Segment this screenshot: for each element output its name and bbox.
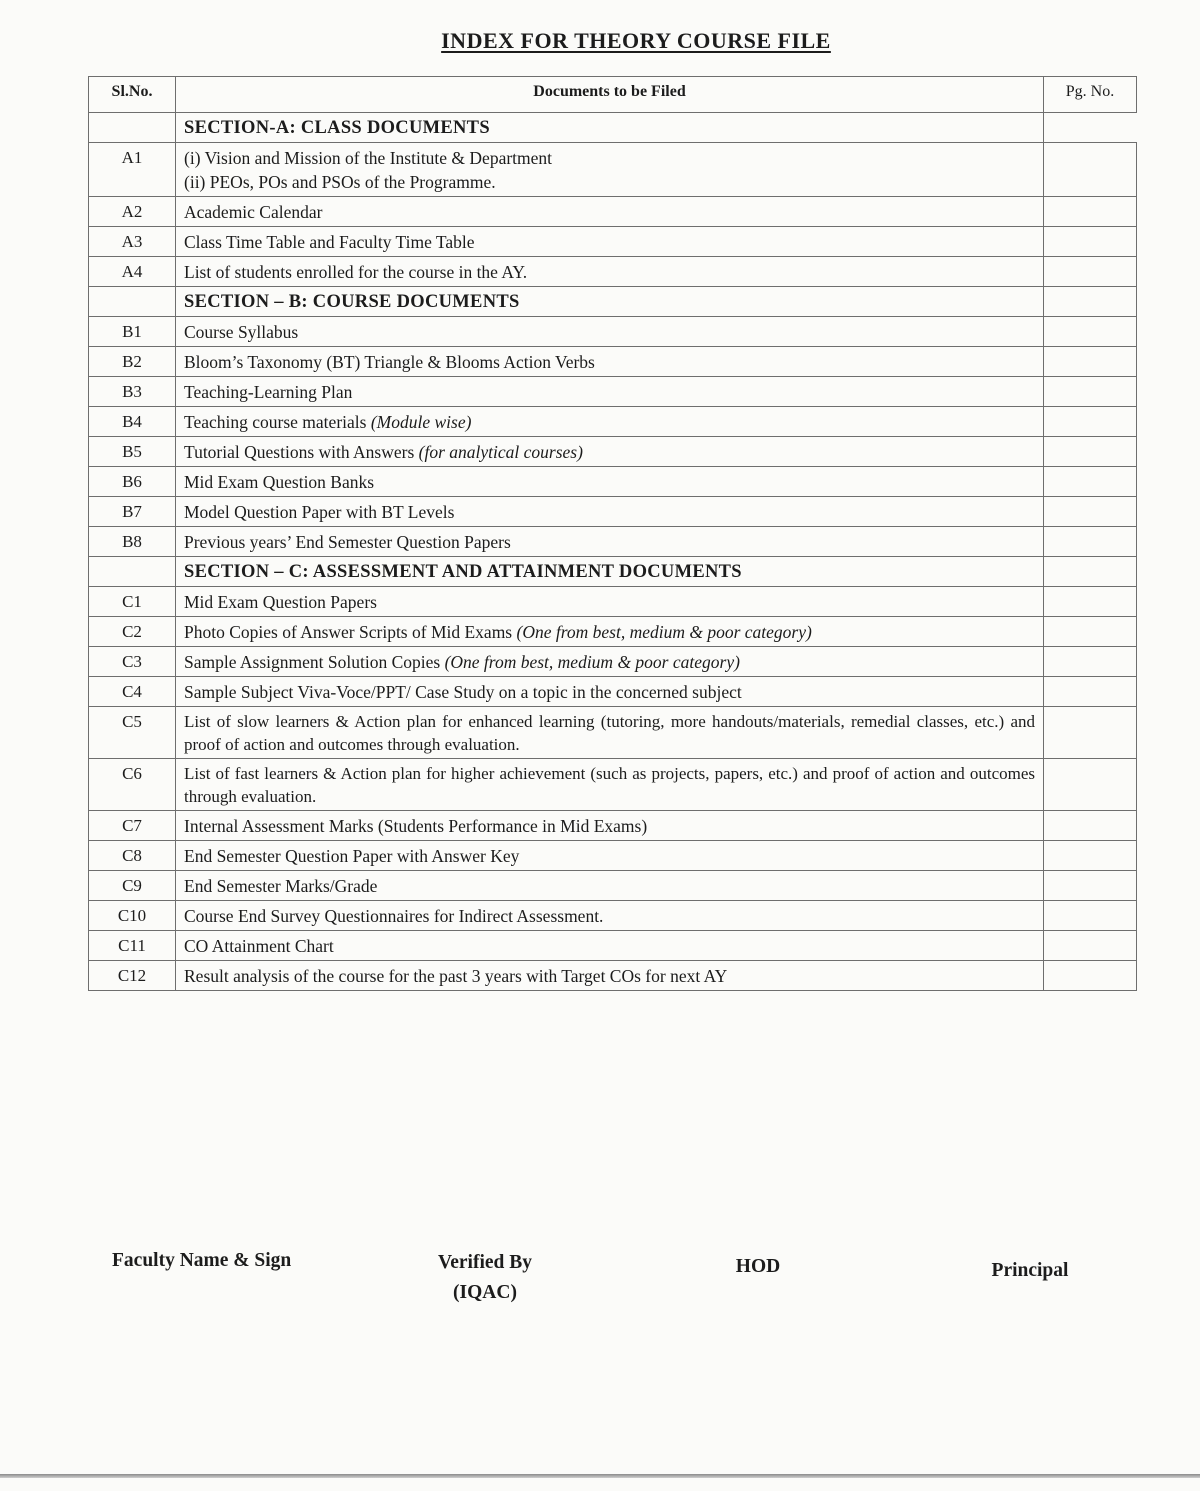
row-page-no (1044, 557, 1137, 587)
row-page-no (1044, 587, 1137, 617)
header-row (89, 77, 1137, 113)
document-text: End Semester Marks/Grade (184, 876, 378, 896)
document-text: Tutorial Questions with Answers (184, 442, 419, 462)
document-text: List of students enrolled for the course in the AY. (184, 262, 528, 282)
table-row (89, 961, 1137, 991)
table-row (89, 647, 1137, 677)
row-page-no (1044, 759, 1137, 811)
document-note: (for analytical courses) (418, 442, 583, 462)
row-document (176, 841, 1044, 871)
row-page-no (1044, 287, 1137, 317)
document-text: Course Syllabus (184, 322, 299, 342)
table-row (89, 871, 1137, 901)
row-sl-no: B5 (89, 437, 176, 467)
row-document (176, 931, 1044, 961)
row-sl-no: C10 (89, 901, 176, 931)
document-text: Sample Assignment Solution Copies (184, 652, 445, 672)
document-text: List of slow learners & Action plan for enhanced learning (tutoring, more handouts/materials, remedial classes, etc.) and proof of action and outcomes through evaluation. (184, 712, 1035, 754)
row-sl-no: B1 (89, 317, 176, 347)
section-row (89, 113, 1137, 143)
header-page-no: Pg. No. (1044, 77, 1137, 113)
row-page-no (1044, 871, 1137, 901)
table-row (89, 617, 1137, 647)
document-text: Result analysis of the course for the past 3 years with Target COs for next AY (184, 966, 728, 986)
row-sl-no: C1 (89, 587, 176, 617)
row-sl-no (89, 287, 176, 317)
table-row (89, 227, 1137, 257)
document-text: (i) Vision and Mission of the Institute & Department (184, 148, 553, 168)
row-page-no (1044, 407, 1137, 437)
row-sl-no: A1 (89, 143, 176, 197)
row-sl-no: C6 (89, 759, 176, 811)
row-page-no (1044, 437, 1137, 467)
document-note: (One from best, medium & poor category) (516, 622, 812, 642)
document-text: End Semester Question Paper with Answer Key (184, 846, 520, 866)
row-page-no (1044, 197, 1137, 227)
table-row (89, 347, 1137, 377)
row-document (176, 407, 1044, 437)
section-heading (176, 113, 1044, 143)
row-page-no (1044, 317, 1137, 347)
row-document (176, 317, 1044, 347)
row-document (176, 707, 1044, 759)
table-row (89, 407, 1137, 437)
document-text: Sample Subject Viva-Voce/PPT/ Case Study on a topic in the concerned subject (184, 682, 742, 702)
row-sl-no: C11 (89, 931, 176, 961)
verified-by-line: Verified By (437, 1252, 533, 1273)
row-sl-no: C9 (89, 871, 176, 901)
faculty-signature-label: Faculty Name & Sign (112, 1250, 292, 1271)
document-text: SECTION – B: COURSE DOCUMENTS (184, 292, 520, 312)
row-document (176, 759, 1044, 811)
document-text: Bloom’s Taxonomy (BT) Triangle & Blooms Action Verbs (184, 352, 595, 372)
row-document (176, 527, 1044, 557)
row-sl-no: B2 (89, 347, 176, 377)
document-text: Course End Survey Questionnaires for Indirect Assessment. (184, 906, 604, 926)
document-text: SECTION-A: CLASS DOCUMENTS (184, 118, 490, 138)
table-row (89, 527, 1137, 557)
header-sl-no: Sl.No. (89, 77, 176, 113)
index-table (88, 76, 1137, 991)
row-page-no (1044, 931, 1137, 961)
document-text: Academic Calendar (184, 202, 323, 222)
row-sl-no: B7 (89, 497, 176, 527)
table-row (89, 811, 1137, 841)
row-page-no (1044, 347, 1137, 377)
row-page-no (1044, 467, 1137, 497)
document-text-line2: (ii) PEOs, POs and PSOs of the Programme. (184, 172, 496, 192)
row-document (176, 143, 1044, 197)
row-document (176, 617, 1044, 647)
table-row (89, 901, 1137, 931)
document-text: Teaching course materials (184, 412, 371, 432)
row-document (176, 227, 1044, 257)
row-page-no (1044, 143, 1137, 197)
bottom-scan-edge (0, 1474, 1200, 1478)
row-sl-no: A2 (89, 197, 176, 227)
document-text: Mid Exam Question Banks (184, 472, 375, 492)
section-row (89, 287, 1137, 317)
row-sl-no: C12 (89, 961, 176, 991)
row-sl-no: C2 (89, 617, 176, 647)
row-sl-no: B6 (89, 467, 176, 497)
row-page-no (1044, 677, 1137, 707)
row-sl-no (89, 113, 176, 143)
principal-label: Principal (991, 1260, 1069, 1281)
verified-by-label (420, 1248, 550, 1308)
row-page-no (1044, 257, 1137, 287)
row-sl-no: C8 (89, 841, 176, 871)
row-sl-no: C3 (89, 647, 176, 677)
row-document (176, 197, 1044, 227)
row-sl-no: B8 (89, 527, 176, 557)
row-document (176, 811, 1044, 841)
row-sl-no: C7 (89, 811, 176, 841)
row-document (176, 587, 1044, 617)
row-sl-no: C5 (89, 707, 176, 759)
row-sl-no: A3 (89, 227, 176, 257)
document-text: SECTION – C: ASSESSMENT AND ATTAINMENT DOCUMENTS (184, 562, 742, 582)
section-heading (176, 557, 1044, 587)
document-note: (One from best, medium & poor category) (444, 652, 740, 672)
row-sl-no (89, 557, 176, 587)
row-sl-no: B4 (89, 407, 176, 437)
table-row (89, 759, 1137, 811)
row-page-no (1044, 647, 1137, 677)
document-text: CO Attainment Chart (184, 936, 334, 956)
row-document (176, 497, 1044, 527)
row-document (176, 347, 1044, 377)
row-sl-no: C4 (89, 677, 176, 707)
row-page-no (1044, 841, 1137, 871)
document-text: Internal Assessment Marks (Students Performance in Mid Exams) (184, 816, 648, 836)
document-text: Teaching-Learning Plan (184, 382, 353, 402)
document-text: List of fast learners & Action plan for higher achievement (such as projects, papers, etc.) and proof of action and outcomes through evaluation. (184, 764, 1035, 806)
row-document (176, 677, 1044, 707)
row-page-no (1044, 811, 1137, 841)
table-row (89, 317, 1137, 347)
page-title: INDEX FOR THEORY COURSE FILE (441, 28, 831, 53)
row-document (176, 257, 1044, 287)
table-row (89, 377, 1137, 407)
table-row (89, 143, 1137, 197)
document-note: (Module wise) (370, 412, 472, 432)
row-document (176, 647, 1044, 677)
row-sl-no: A4 (89, 257, 176, 287)
table-row (89, 677, 1137, 707)
table-row (89, 841, 1137, 871)
section-row (89, 557, 1137, 587)
document-text: Mid Exam Question Papers (184, 592, 377, 612)
hod-label: HOD (735, 1256, 781, 1277)
row-page-no (1044, 527, 1137, 557)
section-heading (176, 287, 1044, 317)
table-row (89, 587, 1137, 617)
row-page-no (1044, 961, 1137, 991)
table-row (89, 257, 1137, 287)
table-row (89, 707, 1137, 759)
row-page-no (1044, 227, 1137, 257)
row-document (176, 437, 1044, 467)
table-row (89, 931, 1137, 961)
row-page-no (1044, 497, 1137, 527)
row-document (176, 467, 1044, 497)
document-text: Class Time Table and Faculty Time Table (184, 232, 475, 252)
row-document (176, 961, 1044, 991)
table-row (89, 437, 1137, 467)
table-row (89, 197, 1137, 227)
document-text: Model Question Paper with BT Levels (184, 502, 455, 522)
header-documents: Documents to be Filed (176, 77, 1044, 113)
document-text: Photo Copies of Answer Scripts of Mid Exams (184, 622, 517, 642)
table-body (89, 113, 1137, 991)
document-text: Previous years’ End Semester Question Papers (184, 532, 511, 552)
row-document (176, 377, 1044, 407)
table-row (89, 497, 1137, 527)
iqac-line: (IQAC) (453, 1282, 517, 1303)
row-page-no (1044, 377, 1137, 407)
row-page-no (1044, 617, 1137, 647)
row-document (176, 871, 1044, 901)
row-sl-no: B3 (89, 377, 176, 407)
row-document (176, 901, 1044, 931)
row-page-no (1044, 707, 1137, 759)
row-page-no (1044, 901, 1137, 931)
table-row (89, 467, 1137, 497)
signature-block (0, 1244, 1200, 1324)
